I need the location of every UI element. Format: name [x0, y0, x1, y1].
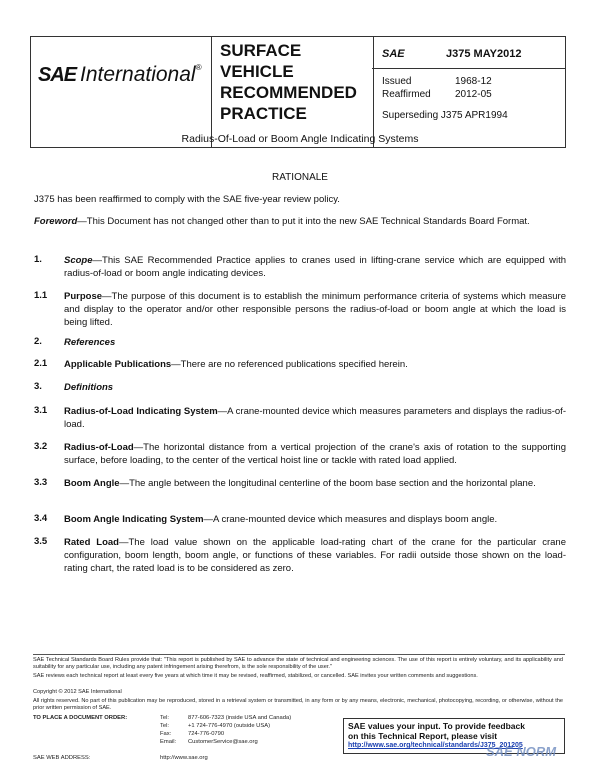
reaffirmed-value: 2012-05: [455, 89, 492, 100]
footer-copyright: Copyright © 2012 SAE International: [33, 689, 122, 695]
section-3-3-number: 3.3: [34, 477, 48, 488]
footer-rules-text: SAE Technical Standards Board Rules provide that: "This report is published by SAE to advance the state of technical and engineering sciences. The use of this report is entirely voluntary, and its applicability and suitability for any particular use, including any patent infringement arising therefrom, is the sole responsibility of the user.": [33, 657, 563, 670]
section-3-5-number: 3.5: [34, 536, 48, 547]
section-2-heading: References: [64, 337, 116, 348]
section-1-1-paragraph: Purpose—The purpose of this document is to establish the minimum performance criteria of systems which measure and display to the operator and/or other responsible persons the radius-of-load or boom angle at which the load is being lifted.: [64, 291, 566, 328]
section-2-1-paragraph: Applicable Publications—There are no referenced publications specified herein.: [64, 359, 408, 370]
document-title: Radius-Of-Load or Boom Angle Indicating Systems: [181, 133, 419, 145]
rationale-text: J375 has been reaffirmed to comply with the SAE five-year review policy.: [34, 194, 340, 205]
tel1-value: 877-606-7323 (inside USA and Canada): [188, 715, 292, 721]
section-1-1-number: 1.1: [34, 290, 48, 301]
issued-label: Issued: [382, 76, 412, 87]
footer-rights-text: All rights reserved. No part of this publication may be reproduced, stored in a retrieval system or transmitted, in any form or by any means, electronic, mechanical, photocopying, recording, or otherwise, without the prior written permission of SAE.: [33, 698, 563, 711]
feedback-line-2: on this Technical Report, please visit: [348, 731, 498, 741]
section-3-2-number: 3.2: [34, 441, 48, 452]
document-type: SURFACE VEHICLE RECOMMENDED PRACTICE: [220, 41, 357, 123]
foreword-paragraph: Foreword—This Document has not changed other than to put it into the new SAE Technical Standards Board Format.: [34, 216, 530, 227]
footer-rule: [33, 654, 565, 655]
tel1-label: Tel:: [160, 715, 170, 721]
section-3-heading: Definitions: [64, 382, 114, 393]
section-3-4-number: 3.4: [34, 513, 48, 524]
header-rule: [372, 68, 566, 69]
section-1-paragraph: Scope—This SAE Recommended Practice applies to cranes used in lifting-crane service which are equipped with radius-of-load or boom angle indicating devices.: [64, 255, 566, 279]
sae-small-logo: SAE: [382, 48, 405, 60]
footer-review-text: SAE reviews each technical report at least every five years at which time it may be revised, reaffirmed, stabilized, or cancelled. SAE invites your written comments and suggestions.: [33, 673, 478, 679]
section-2-1-number: 2.1: [34, 358, 48, 369]
section-3-3-paragraph: Boom Angle—The angle between the longitudinal centerline of the boom base section and the horizontal plane.: [64, 478, 536, 489]
header-divider-right: [373, 37, 374, 147]
section-3-4-paragraph: Boom Angle Indicating System—A crane-mounted device which measures and displays boom angle.: [64, 514, 498, 525]
feedback-line-1: SAE values your input. To provide feedback: [348, 721, 525, 731]
issued-value: 1968-12: [455, 76, 492, 87]
section-3-1-number: 3.1: [34, 405, 48, 416]
email-link[interactable]: CustomerService@sae.org: [188, 739, 258, 745]
document-number: J375 MAY2012: [446, 48, 522, 60]
sae-norm-watermark: SAE NORM: [486, 744, 557, 759]
web-link[interactable]: http://www.sae.org: [160, 755, 208, 761]
feedback-link[interactable]: http://www.sae.org/technical/standards/J375_201205: [348, 742, 523, 749]
sae-international-wordmark: International®: [80, 63, 202, 86]
order-label: TO PLACE A DOCUMENT ORDER:: [33, 715, 128, 721]
web-label: SAE WEB ADDRESS:: [33, 755, 91, 761]
tel2-label: Tel:: [160, 723, 170, 729]
reaffirmed-label: Reaffirmed: [382, 89, 431, 100]
section-1-number: 1.: [34, 254, 42, 265]
fax-value: 724-776-0790: [188, 731, 225, 737]
fax-label: Fax:: [160, 731, 172, 737]
email-label: Email:: [160, 739, 177, 745]
section-3-2-paragraph: Radius-of-Load—The horizontal distance from a vertical projection of the crane's axis of rotation to the supporting surface, before loading, to the center of the vertical hoist line or tackle with rated load applied.: [64, 442, 566, 466]
section-3-number: 3.: [34, 381, 42, 392]
superseding-note: Superseding J375 APR1994: [382, 110, 508, 121]
section-3-5-paragraph: Rated Load—The load value shown on the applicable load-rating chart of the crane for the particular crane configuration, boom length, boom angle, or functions of these variables. For radii outside those shown on the load-rating chart, the rated load is to be considered as zero.: [64, 537, 566, 574]
section-3-1-paragraph: Radius-of-Load Indicating System—A crane-mounted device which measures parameters and displays the radius-of-load.: [64, 406, 566, 430]
sae-logo: SAE: [38, 64, 77, 86]
rationale-heading: RATIONALE: [272, 172, 328, 183]
header-divider-left: [211, 37, 212, 147]
tel2-value: +1 724-776-4970 (outside USA): [188, 723, 271, 729]
section-2-number: 2.: [34, 336, 42, 347]
